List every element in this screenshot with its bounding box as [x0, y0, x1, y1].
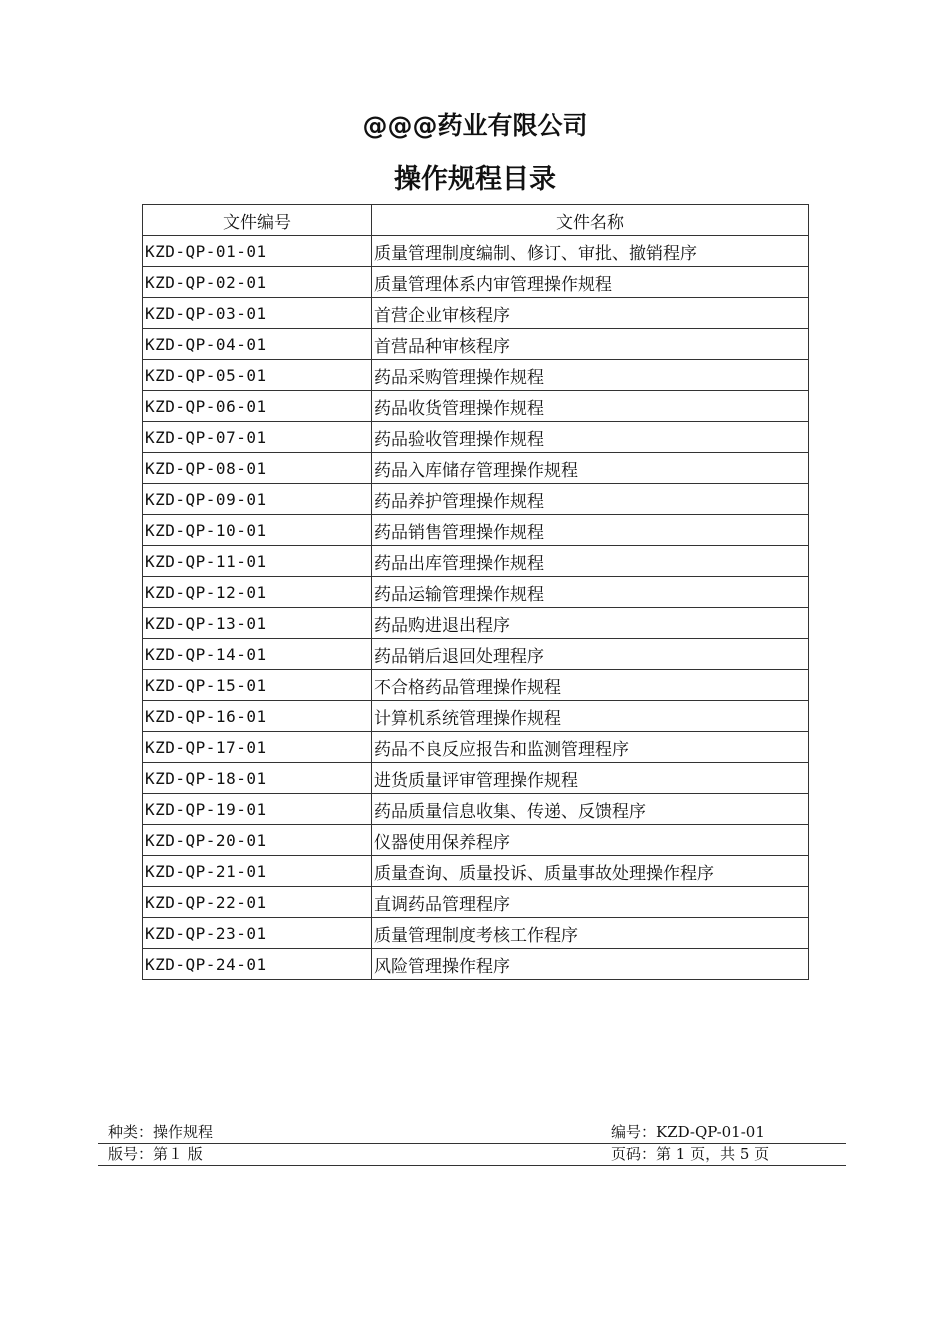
file-code-cell: KZD-QP-21-01	[143, 856, 372, 887]
file-code-cell: KZD-QP-17-01	[143, 732, 372, 763]
table-row	[143, 267, 809, 298]
file-code-cell: KZD-QP-02-01	[143, 267, 372, 298]
file-name-cell: 药品养护管理操作规程	[372, 484, 809, 515]
file-name-cell: 药品运输管理操作规程	[372, 577, 809, 608]
file-name-cell: 质量管理制度考核工作程序	[372, 918, 809, 949]
table-row	[143, 298, 809, 329]
footer-page-info: 页码：第 1 页，共 5 页	[611, 1145, 770, 1163]
file-name-cell: 进货质量评审管理操作规程	[372, 763, 809, 794]
table-row	[143, 515, 809, 546]
table-row	[143, 856, 809, 887]
file-name-cell: 药品验收管理操作规程	[372, 422, 809, 453]
file-code-cell: KZD-QP-13-01	[143, 608, 372, 639]
column-header-code: 文件编号	[143, 205, 372, 236]
table-row	[143, 887, 809, 918]
document-title: 操作规程目录	[394, 164, 556, 195]
file-code-cell: KZD-QP-20-01	[143, 825, 372, 856]
footer-version: 版号：第１ 版	[108, 1145, 203, 1163]
table-row	[143, 236, 809, 267]
file-name-cell: 直调药品管理程序	[372, 887, 809, 918]
file-name-cell: 不合格药品管理操作规程	[372, 670, 809, 701]
file-code-cell: KZD-QP-18-01	[143, 763, 372, 794]
file-name-cell: 风险管理操作程序	[372, 949, 809, 980]
file-name-cell: 药品入库储存管理操作规程	[372, 453, 809, 484]
table-header-row	[143, 205, 809, 236]
file-code-cell: KZD-QP-12-01	[143, 577, 372, 608]
table-row	[143, 639, 809, 670]
file-code-cell: KZD-QP-06-01	[143, 391, 372, 422]
file-name-cell: 药品销售管理操作规程	[372, 515, 809, 546]
table-row	[143, 825, 809, 856]
table-row	[143, 701, 809, 732]
file-code-cell: KZD-QP-11-01	[143, 546, 372, 577]
file-code-cell: KZD-QP-23-01	[143, 918, 372, 949]
table-row	[143, 763, 809, 794]
file-code-cell: KZD-QP-03-01	[143, 298, 372, 329]
file-code-cell: KZD-QP-08-01	[143, 453, 372, 484]
table-row	[143, 453, 809, 484]
file-code-cell: KZD-QP-09-01	[143, 484, 372, 515]
table-row	[143, 732, 809, 763]
file-name-cell: 药品不良反应报告和监测管理程序	[372, 732, 809, 763]
file-name-cell: 质量管理制度编制、修订、审批、撤销程序	[372, 236, 809, 267]
footer-row-1	[98, 1122, 846, 1144]
file-code-cell: KZD-QP-07-01	[143, 422, 372, 453]
file-name-cell: 首营品种审核程序	[372, 329, 809, 360]
file-code-cell: KZD-QP-19-01	[143, 794, 372, 825]
catalog-table	[142, 204, 809, 980]
file-code-cell: KZD-QP-10-01	[143, 515, 372, 546]
file-name-cell: 首营企业审核程序	[372, 298, 809, 329]
table-row	[143, 794, 809, 825]
table-row	[143, 608, 809, 639]
file-code-cell: KZD-QP-24-01	[143, 949, 372, 980]
table-row	[143, 577, 809, 608]
table-row	[143, 670, 809, 701]
file-name-cell: 仪器使用保养程序	[372, 825, 809, 856]
table-row	[143, 949, 809, 980]
file-name-cell: 药品销后退回处理程序	[372, 639, 809, 670]
company-name: @@@药业有限公司	[362, 111, 588, 140]
table-row	[143, 484, 809, 515]
page-footer	[98, 1122, 846, 1166]
table-row	[143, 391, 809, 422]
file-name-cell: 计算机系统管理操作规程	[372, 701, 809, 732]
file-code-cell: KZD-QP-01-01	[143, 236, 372, 267]
table-body	[143, 236, 809, 980]
file-code-cell: KZD-QP-14-01	[143, 639, 372, 670]
file-code-cell: KZD-QP-05-01	[143, 360, 372, 391]
footer-category: 种类：操作规程	[108, 1123, 214, 1141]
file-code-cell: KZD-QP-04-01	[143, 329, 372, 360]
file-name-cell: 药品采购管理操作规程	[372, 360, 809, 391]
file-name-cell: 质量管理体系内审管理操作规程	[372, 267, 809, 298]
table-row	[143, 546, 809, 577]
table-row	[143, 329, 809, 360]
column-header-name: 文件名称	[372, 205, 809, 236]
table-row	[143, 360, 809, 391]
file-name-cell: 药品收货管理操作规程	[372, 391, 809, 422]
file-name-cell: 药品出库管理操作规程	[372, 546, 809, 577]
file-name-cell: 药品购进退出程序	[372, 608, 809, 639]
file-code-cell: KZD-QP-22-01	[143, 887, 372, 918]
file-code-cell: KZD-QP-16-01	[143, 701, 372, 732]
footer-doc-number: 编号：KZD-QP-01-01	[611, 1123, 765, 1141]
file-name-cell: 药品质量信息收集、传递、反馈程序	[372, 794, 809, 825]
table-row	[143, 422, 809, 453]
file-name-cell: 质量查询、质量投诉、质量事故处理操作程序	[372, 856, 809, 887]
table-row	[143, 918, 809, 949]
footer-row-2	[98, 1144, 846, 1166]
file-code-cell: KZD-QP-15-01	[143, 670, 372, 701]
